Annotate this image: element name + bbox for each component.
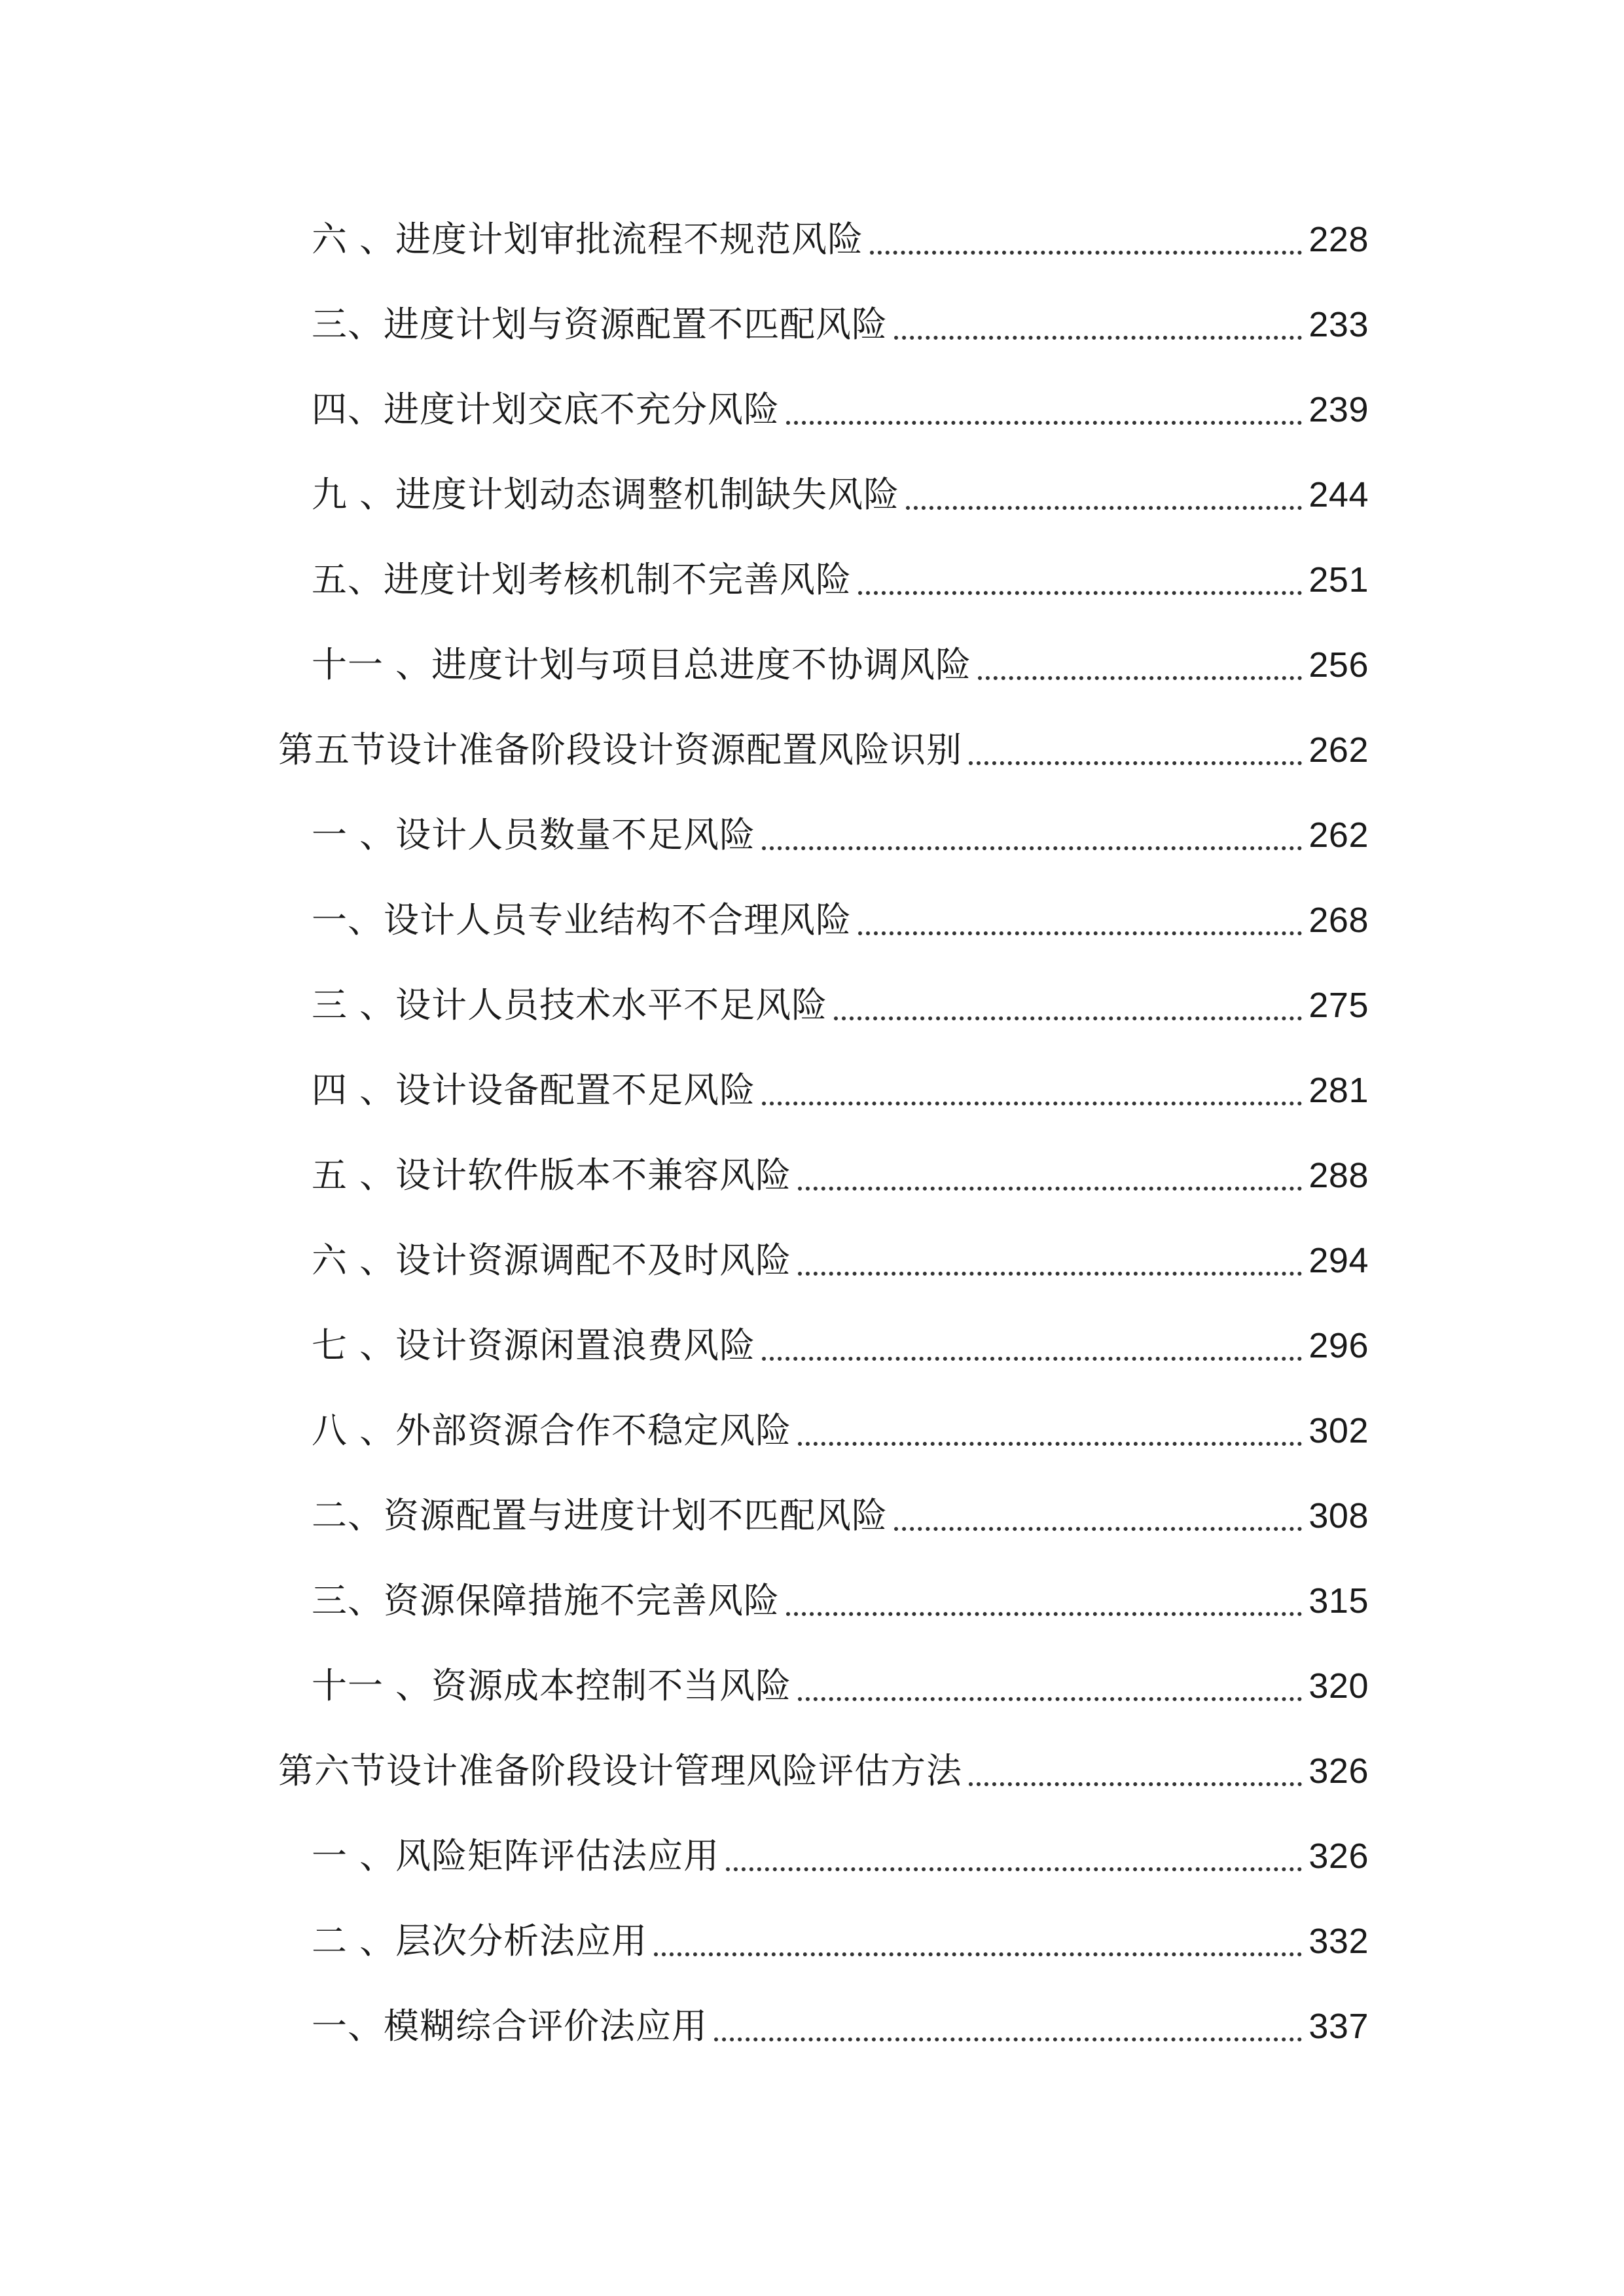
toc-entry[interactable] [312,1823,1369,1889]
toc-entry-title: 六 、设计资源调配不及时风险 [312,1240,792,1281]
toc-entry[interactable] [312,547,1369,613]
toc-entry-title: 四 、设计设备配置不足风险 [312,1069,756,1111]
toc-page-number: 251 [1308,560,1369,600]
toc-entry[interactable] [312,1313,1369,1378]
toc-section-heading[interactable] [278,1738,1369,1804]
toc-page-number: 294 [1308,1241,1369,1280]
toc-dot-leader [786,1568,1305,1634]
toc-entry[interactable] [312,973,1369,1038]
toc-entry-title: 八 、外部资源合作不稳定风险 [312,1410,792,1451]
toc-page-number: 302 [1308,1411,1369,1450]
toc-dot-leader [834,973,1305,1038]
toc-entry[interactable] [312,802,1369,868]
toc-dot-leader [762,1313,1305,1378]
toc-dot-leader [894,1483,1305,1549]
toc-entry[interactable] [312,207,1369,272]
toc-dot-leader [798,1143,1305,1208]
toc-dot-leader [798,1398,1305,1463]
toc-page-number: 262 [1308,816,1369,855]
toc-entry[interactable] [312,292,1369,357]
toc-entry[interactable] [312,1483,1369,1549]
toc-entry[interactable] [312,462,1369,528]
toc-dot-leader [894,292,1305,357]
toc-entry[interactable] [312,1058,1369,1123]
toc-dot-leader [762,1058,1305,1123]
toc-page-number: 233 [1308,305,1369,344]
toc-dot-leader [726,1823,1305,1889]
toc-page-number: 256 [1308,645,1369,685]
toc-entry-title: 三 、设计人员技术水平不足风险 [312,984,828,1026]
toc-section-heading[interactable] [278,717,1369,783]
toc-dot-leader [762,802,1305,868]
toc-dot-leader [714,1994,1305,2059]
toc-page-number: 288 [1308,1156,1369,1195]
toc-entry-title: 三、资源保障措施不完善风险 [312,1580,780,1621]
toc-entry-title: 四、进度计划交底不充分风险 [312,389,780,430]
toc-dot-leader [786,377,1305,442]
toc-entry[interactable] [312,632,1369,698]
toc-dot-leader [858,547,1305,613]
toc-entry-title: 五、进度计划考核机制不完善风险 [312,559,852,600]
toc-dot-leader [906,462,1305,528]
toc-page-number: 239 [1308,390,1369,429]
toc-entry-title: 一 、设计人员数量不足风险 [312,814,756,855]
toc-entry-title: 六 、进度计划审批流程不规范风险 [312,219,864,260]
toc-entry[interactable] [312,1398,1369,1463]
toc-page-number: 337 [1308,2007,1369,2046]
toc-page-number: 332 [1308,1922,1369,1961]
toc-page-number: 275 [1308,986,1369,1025]
toc-entry[interactable] [312,1568,1369,1634]
toc-entry-title: 三、进度计划与资源配置不匹配风险 [312,304,888,345]
toc-page-number: 326 [1308,1751,1369,1791]
toc-entry[interactable] [312,888,1369,953]
toc-entry-title: 十一 、进度计划与项目总进度不协调风险 [312,644,972,685]
toc-entry-title: 第六节设计准备阶段设计管理风险评估方法 [278,1750,962,1791]
toc-entry-title: 五 、设计软件版本不兼容风险 [312,1155,792,1196]
toc-entry-title: 第五节设计准备阶段设计资源配置风险识别 [278,729,962,770]
toc-dot-leader [969,717,1305,783]
toc-dot-leader [858,888,1305,953]
toc-page-number: 326 [1308,1837,1369,1876]
toc-page-number: 315 [1308,1581,1369,1621]
toc-entry[interactable] [312,1909,1369,1974]
toc-dot-leader [798,1228,1305,1293]
toc-page-number: 281 [1308,1071,1369,1110]
toc-entry[interactable] [312,1143,1369,1208]
toc-dot-leader [978,632,1305,698]
toc-dot-leader [654,1909,1305,1974]
toc-entry-title: 一 、风险矩阵评估法应用 [312,1835,720,1876]
toc-dot-leader [798,1653,1305,1719]
toc-entry-title: 十一 、资源成本控制不当风险 [312,1665,792,1706]
toc-entry[interactable] [312,1653,1369,1719]
toc-entry-title: 二、资源配置与进度计划不匹配风险 [312,1495,888,1536]
toc-entry[interactable] [312,1228,1369,1293]
toc-page-number: 262 [1308,730,1369,770]
toc-entry-title: 一、设计人员专业结构不合理风险 [312,899,852,941]
toc-entry-title: 一、模糊综合评价法应用 [312,2005,708,2047]
toc-page-number: 268 [1308,901,1369,940]
toc-dot-leader [870,207,1305,272]
toc-page-number: 308 [1308,1496,1369,1535]
toc-entry[interactable] [312,377,1369,442]
toc-page-number: 296 [1308,1326,1369,1365]
toc-dot-leader [969,1738,1305,1804]
toc-page-number: 320 [1308,1666,1369,1706]
toc-entry-title: 二 、层次分析法应用 [312,1920,648,1962]
toc-entry-title: 九 、进度计划动态调整机制缺失风险 [312,474,900,515]
toc-page-number: 228 [1308,220,1369,259]
toc-entry-title: 七 、设计资源闲置浪费风险 [312,1325,756,1366]
toc-entry[interactable] [312,1994,1369,2059]
toc-page-number: 244 [1308,475,1369,514]
